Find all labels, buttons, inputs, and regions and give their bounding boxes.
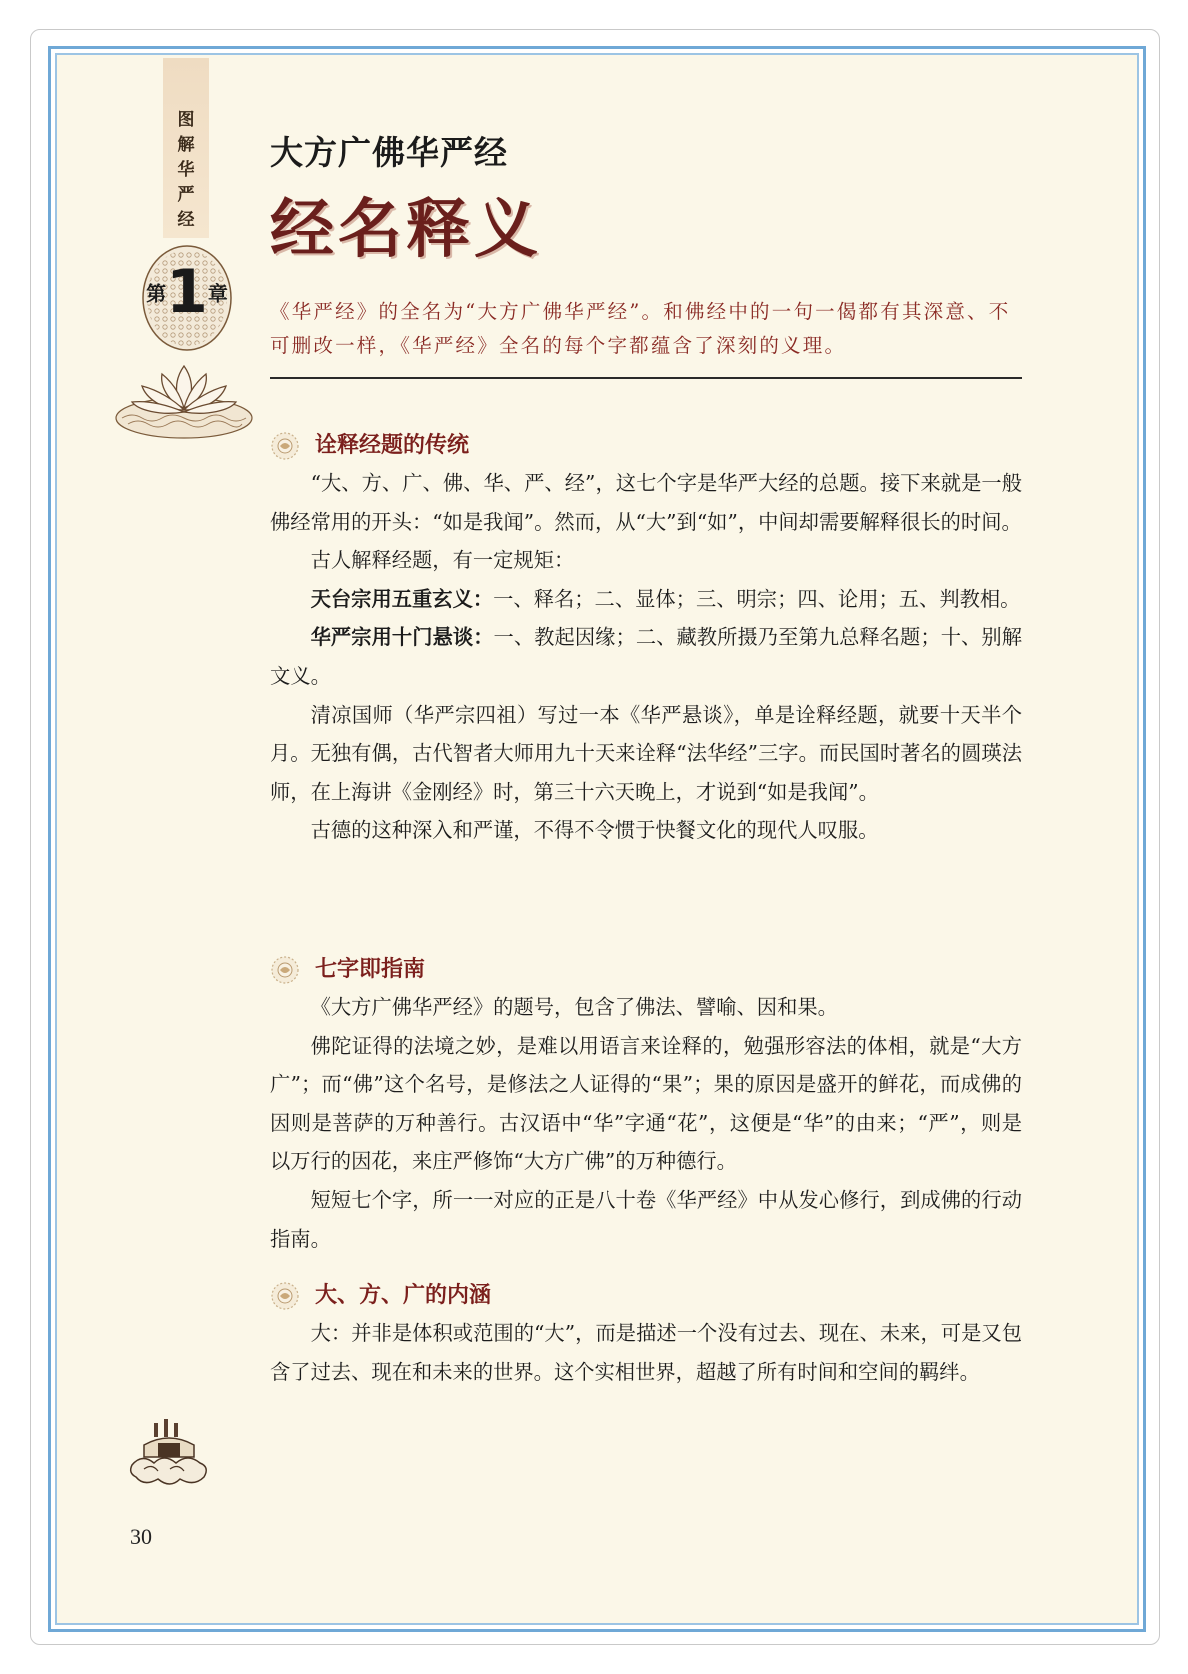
cloud-dragon-icon	[124, 1417, 214, 1492]
term-label: 华严宗用十门悬谈：	[310, 625, 494, 650]
paragraph: 短短七个字，所一一对应的正是八十卷《华严经》中从发心修行，到成佛的行动指南。	[270, 1187, 1022, 1251]
term-text: 一、教起因缘；二、藏教所摄乃至第九总释名题；十、别解文义。	[270, 625, 1022, 688]
divider	[270, 377, 1022, 379]
side-tab-char: 解	[177, 135, 195, 155]
term-label: 天台宗用五重玄义：	[310, 586, 494, 611]
sutra-full-name: 大方广佛华严经	[270, 133, 508, 172]
side-tab-char: 图	[177, 110, 195, 130]
page-number: 30	[130, 1524, 152, 1549]
section-3	[270, 1278, 1022, 1391]
section-title: 诠释经题的传统	[315, 433, 470, 458]
chapter-number: 1	[166, 257, 208, 327]
section-bullet-icon	[270, 955, 300, 985]
paragraph: 大：并非是体积或范围的“大”，而是描述一个没有过去、现在、未来，可是又包含了过去、现在和未来的世界。这个实相世界，超越了所有时间和空间的羁绊。	[270, 1321, 1022, 1384]
side-tab-char: 经	[177, 210, 195, 230]
section-bullet-icon	[270, 1281, 300, 1311]
side-tab-label	[172, 108, 200, 233]
paragraph	[270, 580, 1022, 619]
paragraph: 《大方广佛华严经》的题号，包含了佛法、譬喻、因和果。	[310, 995, 838, 1019]
paragraph: 佛陀证得的法境之妙，是难以用语言来诠释的，勉强形容法的体相，就是“大方广”；而“佛”这个名号，是修法之人证得的“果”；果的原因是盛开的鲜花，而成佛的因则是菩萨的万种善行。古汉语中“华”字通“花”，这便是“华”的由来；“严”，则是以万行的因花，来庄严修饰“大方广佛”的万种德行。	[270, 1033, 1022, 1174]
paragraph	[270, 618, 1022, 695]
section-1	[270, 428, 1022, 850]
side-tab-char: 严	[177, 185, 195, 205]
section-title: 大、方、广的内涵	[315, 1283, 492, 1308]
intro-paragraph: 《华严经》的全名为“大方广佛华严经”。和佛经中的一句一偈都有其深意、不可删改一样，《华严经》全名的每个字都蕴含了深刻的义理。	[270, 300, 1011, 357]
page-title: 经名释义	[270, 192, 542, 267]
chapter-label	[137, 257, 237, 327]
paragraph: 古德的这种深入和严谨，不得不令惯于快餐文化的现代人叹服。	[310, 818, 879, 843]
section-2	[270, 952, 1022, 1258]
term-text: 一、释名；二、显体；三、明宗；四、论用；五、判教相。	[493, 586, 1021, 611]
section-heading	[270, 428, 1022, 464]
section-heading	[270, 952, 1022, 988]
paragraph: 清凉国师（华严宗四祖）写过一本《华严悬谈》，单是诠释经题，就要十天半个月。无独有偶，古代智者大师用九十天来诠释“法华经”三字。而民国时著名的圆瑛法师，在上海讲《金刚经》时，第三十六天晚上，才说到“如是我闻”。	[270, 702, 1022, 804]
chapter-prefix: 第	[146, 281, 167, 306]
lotus-icon	[112, 358, 256, 440]
paragraph: 古人解释经题，有一定规矩：	[310, 548, 575, 573]
section-heading	[270, 1278, 1022, 1314]
side-tab-char: 华	[177, 160, 195, 180]
paragraph: “大、方、广、佛、华、严、经”，这七个字是华严大经的总题。接下来就是一般佛经常用的开头：“如是我闻”。然而，从“大”到“如”，中间却需要解释很长的时间。	[270, 471, 1022, 534]
chapter-suffix: 章	[207, 281, 228, 306]
section-title: 七字即指南	[315, 957, 426, 982]
section-bullet-icon	[270, 431, 300, 461]
